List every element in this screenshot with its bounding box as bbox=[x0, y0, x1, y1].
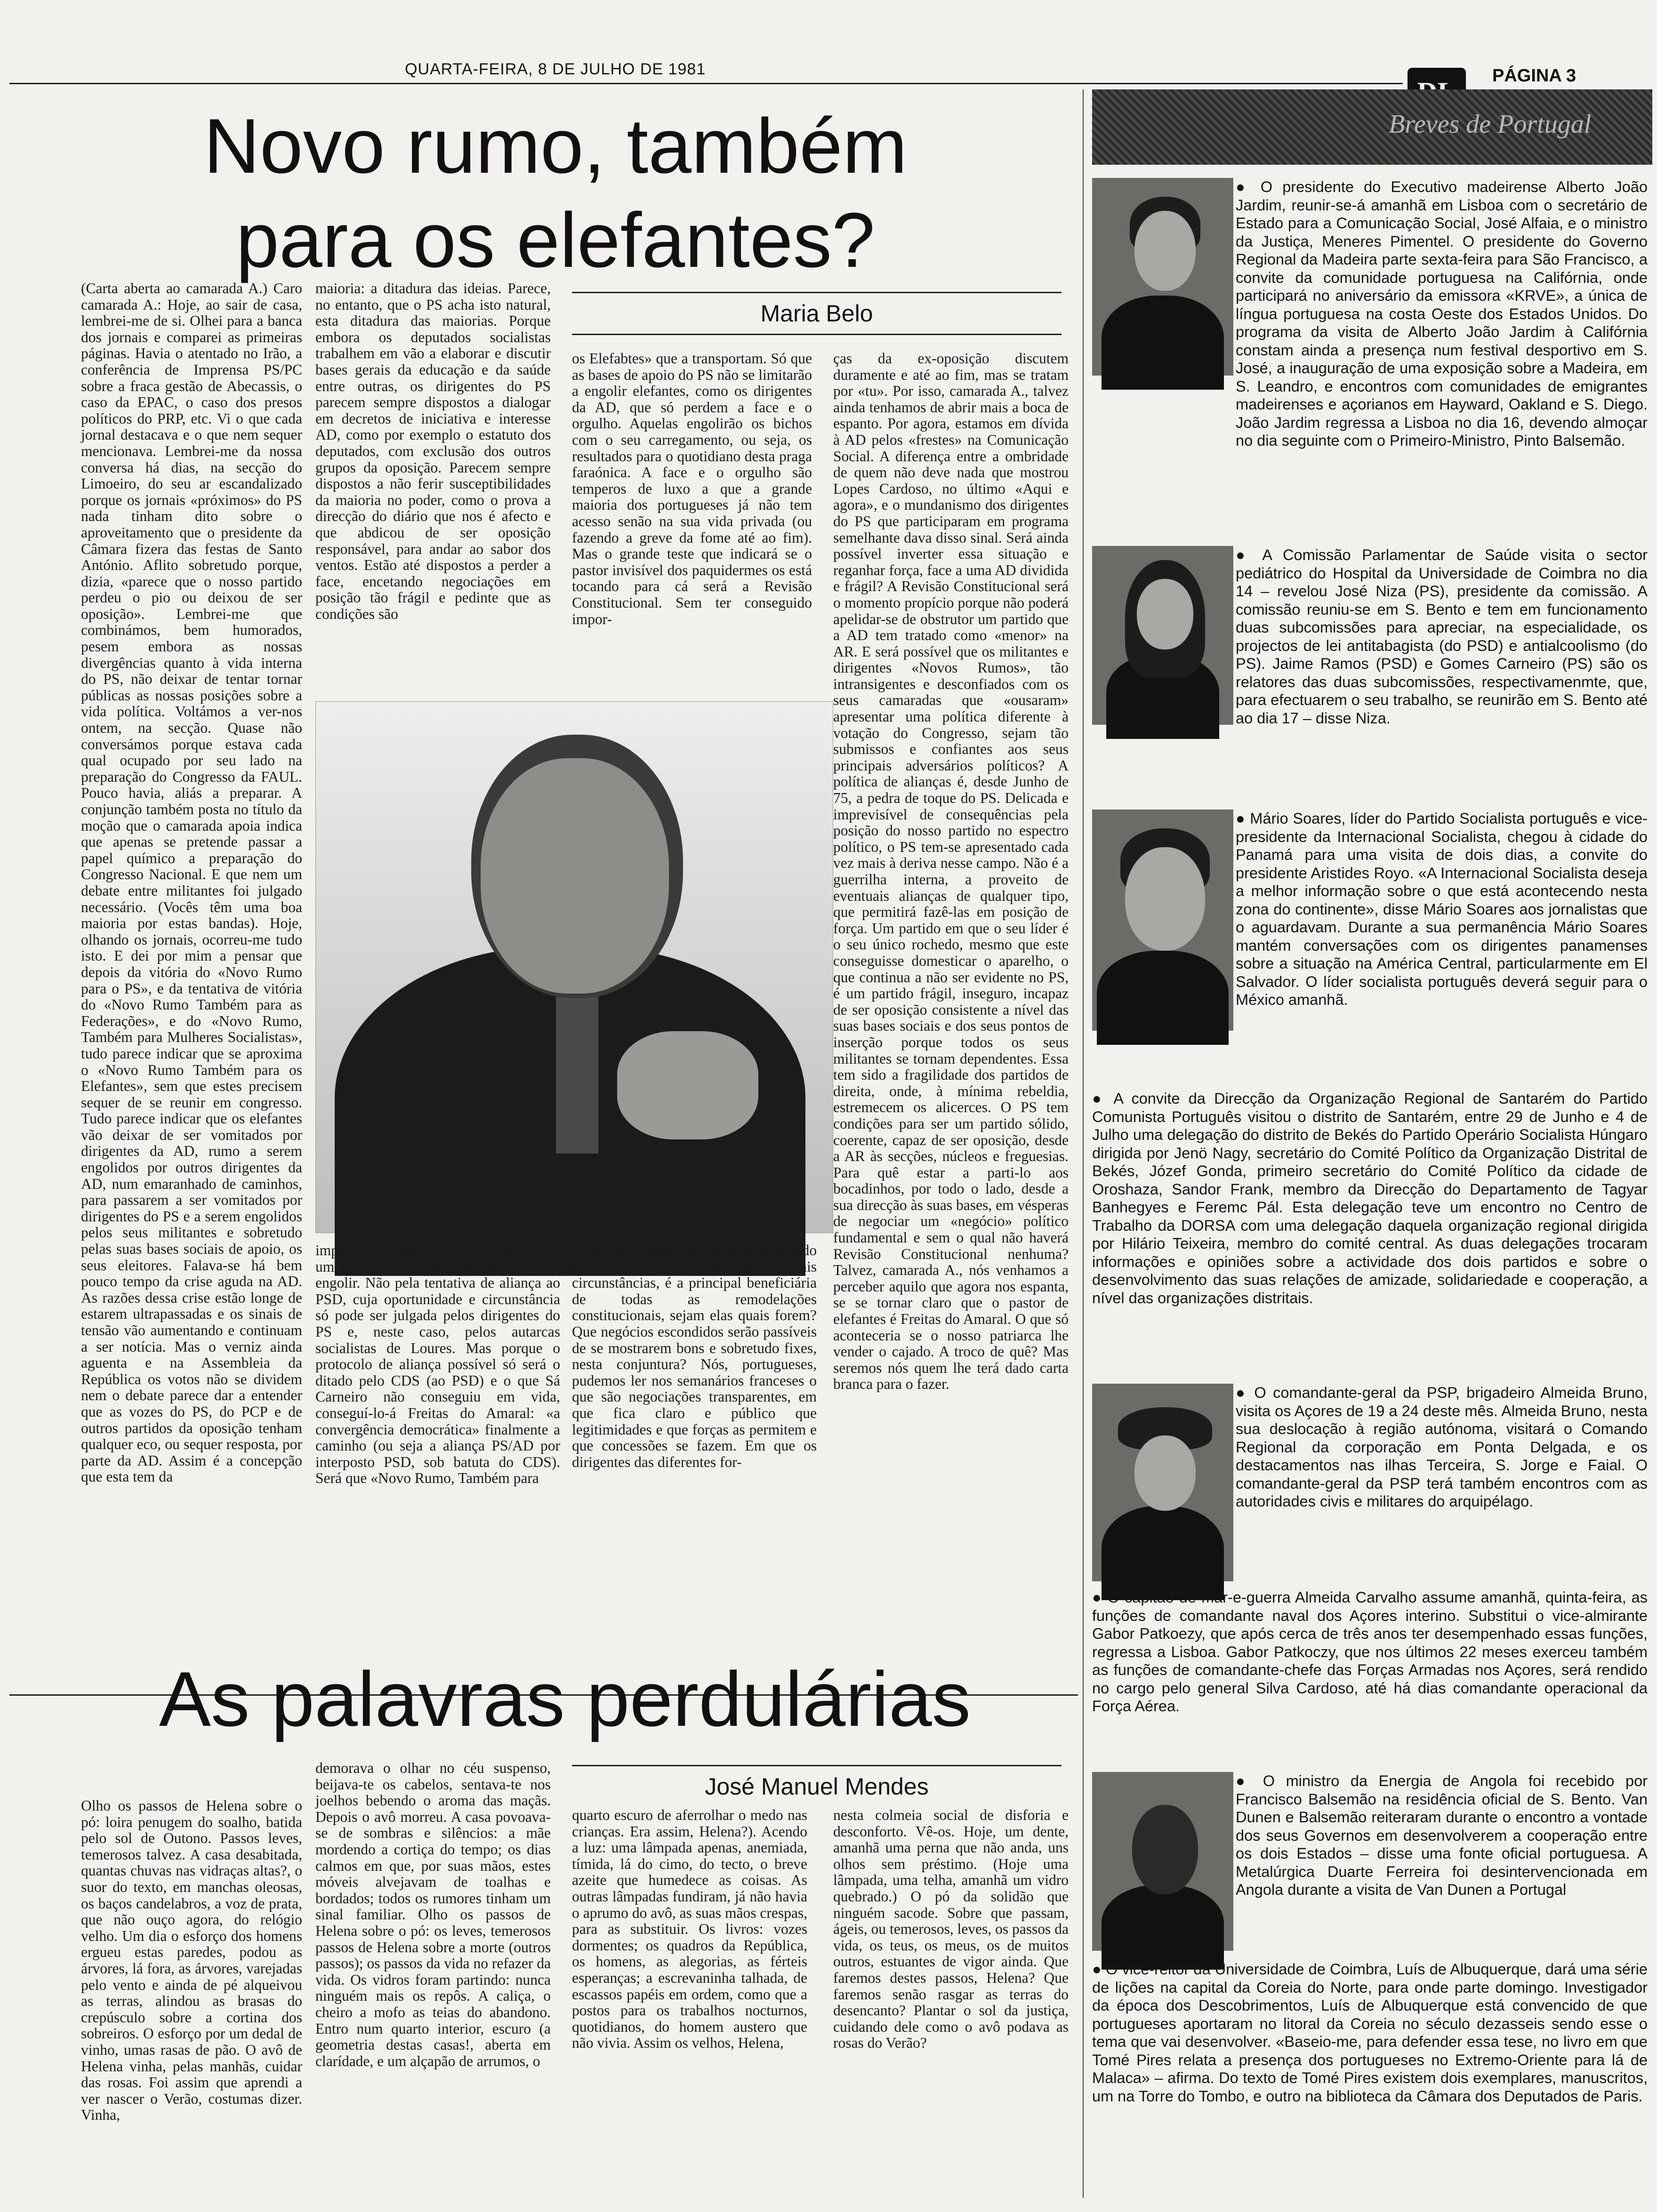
sidebar-item-2 bbox=[1236, 546, 1648, 800]
van-dunen-photo bbox=[1092, 1772, 1233, 1951]
article2-byline: José Manuel Mendes bbox=[572, 1765, 1062, 1800]
article1-column-4 bbox=[833, 351, 1069, 1687]
sidebar-item-4-text: A convite da Direcção da Organização Regional de Santarém do Partido Comunista Português visitou o distrito de Santarém, entre 29 de Junho e 4 de Julho uma delegação do distrito de Bekés do Partido Operário Socialista Húngaro dirigida por Jenö Nagy, secretário do Comité Político da Organização Distrital de Bekés, Józef Gonda, primeiro secretário do Comité Político da cidade de Oroshaza, Sandor Frank, membro da Direcção do Departamento de Tagyar Banhegyes e Feremc Pál. Esta delegação teve um encontro no Centro de Trabalho da DORSA com uma delegação daquela organização regional dirigida por Hilário Teixeira, membro do comité central. As duas delegações trocaram informações e opiniões sobre a actividade dos dois partidos e sobre o desenvolvimento das suas relações de amizade, solidariedade e cooperação, a nível das organizações distritais. bbox=[1092, 1090, 1648, 1306]
mario-soares-portrait bbox=[1092, 809, 1233, 1031]
sidebar-item-5 bbox=[1236, 1384, 1648, 1581]
bullet-icon: ● bbox=[1092, 1961, 1106, 1978]
jose-niza-photo bbox=[1092, 546, 1233, 725]
sidebar-item-6 bbox=[1092, 1588, 1648, 1767]
sidebar-item-1-text: O presidente do Executivo madeirense Alberto João Jardim, reunir-se-á amanhã em Lisboa com o secretário de Estado para a Comunicação Social, José Alfaia, e o ministro da Justiça, Meneres Pimentel. O presidente do Governo Regional da Madeira parte sexta-feira para São Francisco, a convite da comunidade portuguesa na Califórnia, onde participará no aniversário da emissora «KRVE», a única de língua portuguesa na costa Oeste dos Estados Unidos. Do programa da visita de Alberto João Jardim à Califórnia constam ainda a presença num festival desportivo em S. José, a inauguração de uma exposição sobre a Madeira, em S. Leandro, e encontros com comunidades de emigrantes madeirenses e açorianos em Hayward, Oakland e S. Diego. João Jardim regressa a Lisboa no dia 16, devendo almoçar no dia seguinte com o Primeiro-Ministro, Pinto Balsemão. bbox=[1236, 178, 1648, 449]
sidebar-item-1-cont bbox=[1092, 376, 1648, 543]
article2-col2-text: demorava o olhar no céu suspenso, beijava-te os cabelos, sentava-te nos joelhos bebendo o aroma das maçãs. Depois o avô morreu. A casa povoava-se de sombras e silêncios: a mãe mordendo a cortiça do tempo; os dias calmos em que, por suas mãos, estes móveis alvejavam de toalhas e bordados; todos os rumores tinham um sinal familiar. Olho os passos de Helena sobre o pó: os leves, temerosos passos de Helena sobre a morte (outros passos); os passos da vida no refazer da vida. Os vidros foram partindo: nunca ninguém mais os repôs. A caliça, o cheiro a mofo as teias do abandono. Entro num quarto interior, escuro (a geometria destas casas!, aberta em clarídade, e um alçapão de arrumos, o bbox=[315, 1760, 551, 2069]
article1-col2-top-text: maioria: a ditadura das ideias. Parece, no entanto, que o PS acha isto natural, esta ditadura das maiorias. Porque embora os deputados socialistas trabalhem em vão a elaborar e discutir bases gerais da educação e da saúde entre outras, os dirigentes do PS parecem sempre dispostos a dialogar em decretos de iniciativa e interesse AD, como por exemplo o estatuto dos deputados, com exclusão dos outros grupos da oposição. Parecem sempre dispostos a não ferir susceptibilidades da maioria no poder, como o prova a direcção do diário que nos é afecto e que abdicou de ser oposição responsável, para andar ao sabor dos ventos. Estão até dispostos a perder a face, encetando negociações em posição tão frágil e pedinte que as condições são bbox=[315, 280, 551, 622]
article1-col3-top-text: os Elefabtes» que a transportam. Só que as bases de apoio do PS não se limitarão a engolir elefantes, como os dirigentes da AD, que só perdem a face e o orgulho. Aquelas engolirão os bichos com o seu carregamento, ou seja, os resultados para o quotidiano desta praga faraónica. A face e o orgulho são temperos de luxo a que a grande maioria dos portugueses já não tem acesso senão na sua vida privada (ou fazendo a greve da fome até ao fim). Mas o grande teste que indicará se o pastor invisível dos paquidermes os está tocando para cá será a Revisão Constitucional. Sem ter conseguido impor- bbox=[572, 350, 812, 627]
bullet-icon: ● bbox=[1092, 1090, 1114, 1107]
article1-column-1 bbox=[81, 281, 302, 1688]
sidebar-item-8-text: O vice-reitor da Universidade de Coimbra, Luís de Albuquerque, dará uma série de lições na capital da Coreia do Norte, para onde parte domingo. Investigador da época dos Descobrimentos, Luís de Albuquerque está convencido de que portugueses aportaram no litoral da Coreia no século dezasseis sendo esse o tema que vai desenvolver. «Baseio-me, para defender essa tese, no livro em que Tomé Pires relata a presença dos portugueses no Extremo-Oriente para lá de Malaca» – afirma. Do texto de Tomé Pires existem dois exemplares, manuscritos, um na Torre do Tombo, e outro na biblioteca da Câmara dos Deputados de Paris. bbox=[1092, 1961, 1648, 2105]
bullet-icon: ● bbox=[1092, 1589, 1108, 1606]
article1-col1-text: (Carta aberta ao camarada A.) Caro camarada A.: Hoje, ao sair de casa, lembrei-me de si. Olhei para a banca dos jornais e comparei as primeiras páginas. Havia o atentado no Irão, a conferência de Imprensa PS/PC sobre a fraca gestão de Abecassis, o caso da EPAC, o caso dos presos políticos do PRP, etc. Vi o que cada jornal destacava e o que nem sequer mencionava. Lembrei-me da nossa conversa há dias, na secção do Limoeiro, do seu ar escandalizado porque os jornais «próximos» do PS nada tinham dito sobre o aproveitamento que o presidente da Câmara fizera das festas de Santo António. Aflito sobretudo porque, dizia, «parece que o nosso partido perdeu o pio ou deixou de ser oposição». Lembrei-me que combinámos, bem humorados, pesem embora as nossas divergências quanto à vida interna do PS, não deixar de tentar tornar públicas as nossas posições sobre a vida política. Voltámos a ver-nos ontem, na secção. Quase não conversámos porque estava cada qual ocupado por seu lado na preparação do Congresso da FAUL. Pouco havia, aliás a preparar. A conjunção também posta no título da moção que o camarada apoia indica que apenas se pretende passar a papel químico a preparação do Congresso Nacional. E que nem um debate entre militantes foi julgado necessário. (Vocês têm uma boa maioria por estas bandas). Hoje, olhando os jornais, ocorreu-me tudo isto. E dei por mim a pensar que depois da vitória do «Novo Rumo para o PS», e da tentativa de vitória do «Novo Rumo Também para as Federações», e do «Novo Rumo, Também para Mulheres Socialistas», tudo parece indicar que se aproxima o «Novo Rumo Também para os Elefantes», sem que estes precisem sequer de se reunir em congresso. Tudo parece indicar que os elefantes vão deixar de ser vomitados por dirigentes da AD, rumo a serem engolidos por outros dirigentes da AD, num emaranhado de caminhos, para passarem a ser vomitados por dirigentes do PS e a serem engolidos pelos seus militantes e sobretudo pelas suas bases sociais de apoio, os seus eleitores. Falava-se há bem pouco tempo da crise aguda na AD. As razões dessa crise estão longe de estarem ultrapassadas e os sinais de tensão vão aumentando e continuam a ser notícia. Mas o verniz ainda aguenta e na Assembleia da República os votos não se dividem nem o debate parece dar a entender que as vozes do PS, do PCP e de outros partidos da oposição tenham qualquer eco, ou sequer resposta, por parte da AD. Assim é a concepção que esta tem da bbox=[81, 280, 302, 1485]
sidebar-item-2-text: A Comissão Parlamentar de Saúde visita o sector pediátrico do Hospital da Universidade de Coimbra no dia 14 – revelou José Niza (PS), presidente da comissão. A comissão reuniu-se em S. Bento e tem em funcionamento duas subcomissões para apreciar, na especialidade, os projectos de lei antitabagista (do PSD) e antialcoolismo (do PS). Jaime Ramos (PSD) e Gomes Carneiro (PS) são os relatores das duas subcomissões, respectivamenmte, que, para efectuarem o seu trabalho, se reunirão em S. Bento até ao dia 17 – disse Niza. bbox=[1236, 546, 1648, 727]
article1-headline-line1: Novo rumo, também bbox=[203, 103, 908, 189]
article2-column-4 bbox=[833, 1807, 1069, 2198]
bullet-icon: ● bbox=[1236, 1772, 1263, 1789]
article1-column-2-bottom bbox=[315, 1242, 560, 1685]
article1-headline bbox=[202, 99, 909, 287]
sidebar-item-3 bbox=[1236, 809, 1648, 1082]
article1-col3-bottom-text: -se, até agora, à AD irão os dirigentes do PS negociar com ela, que, nas actuais circunstâncias, é a principal beneficiária de todas as remodelações constitucionais, sejam elas quais forem? Que negócios escondidos serão passíveis de se mostrarem bons e sobretudo fixes, nesta conjuntura? Nós, portugueses, pudemos ler nos semanários franceses o que são negociações transparentes, em que fica claro e público que legitimidades e que forças as permitem e que concessões se fazem. Em que os dirigentes das diferentes for- bbox=[572, 1242, 817, 1470]
sidebar-banner-title: Breves de Portugal bbox=[1389, 110, 1592, 139]
bullet-icon: ● bbox=[1236, 178, 1261, 195]
page-number: PÁGINA 3 bbox=[1492, 66, 1577, 86]
article1-col2-bottom-text: impostas pelo adversário. Louros será um dos primeiros elefantes que vamos engolir. Não pela tentativa de aliança ao PSD, cuja oportunidade e circunstância só pode ser julgada pelos dirigentes do PS e, neste caso, pelos autarcas socialistas de Loures. Mas porque o protocolo de aliança possível só será o ditado pelo CDS (ao PSD) e o que Sá Carneiro não conseguiu em vida, conseguí-lo-á Freitas do Amaral: «a convergência democrática» finalmente a caminho (ou seja a aliança PS/AD por interposto PSD, sob batuta do CDS). Será que «Novo Rumo, Também para bbox=[315, 1242, 560, 1487]
article2-column-1 bbox=[81, 1798, 302, 2198]
almeida-bruno-photo bbox=[1092, 1384, 1233, 1581]
sidebar-item-1 bbox=[1236, 178, 1648, 449]
sidebar-item-3-text: Mário Soares, líder do Partido Socialista português e vice-presidente da Internacional Socialista, chegou à cidade do Panamá para uma visita de dois dias, a convite do presidente Aristides Royo. «A Internacional Socialista deseja a melhor informação sobre o que está acontecendo nesta zona do continente», disse Mário Soares aos jornalistas que o aguardavam. Durante a sua permanência Mário Soares mantém conversações com os dirigentes panamenses sobre a situação na América Central, particularmente em El Salvador. O líder socialista português deverá seguir para o México amanhã. bbox=[1236, 810, 1648, 1008]
mario-soares-photo bbox=[315, 701, 833, 1233]
article2-col3-text: quarto escuro de aferrolhar o medo nas crianças. Era assim, Helena?). Acendo a luz: uma lâmpada apenas, anemiada, tímida, lá do cimo, do tecto, o breve azeite que humedece as coisas. As outras lâmpadas fundiram, já não havia o aprumo do avô, as suas mãos crespas, para as substituir. Os livros: vozes dormentes; os quadros da República, os homens, as alegorias, as férteis esperanças; a escrevaninha talhada, de escassos papéis em ordem, como que a postos para os trabalhos nocturnos, quotidianos, do homem austero que não vivia. Assim os velhos, Helena, bbox=[572, 1807, 807, 2052]
sidebar-item-8 bbox=[1092, 1960, 1648, 2198]
article2-col1-text: Olho os passos de Helena sobre o pó: loira penugem do soalho, batida pelo sol de Outono. Passos leves, temerosos talvez. A casa desabitada, quantas chuvas nas vidraças altas?, o suor do texto, em manchas oleosas, os baços candelabros, a voz de prata, que não ouço agora, do relógio velho. Um dia o esforço dos homens ergueu estas paredes, podou as árvores, lá fora, as árvores, varejadas pelo vento e ainda de pé alqueivou as terras, alindou as brasas do crepúsculo sobre a cortina dos sobreiros. O esforço por um dedal de vinho, umas rasas de pão. O avô de Helena vinha, pelas manhãs, cuidar das rosas. Foi assim que aprendi a ver nascer o Verão, costumas dizer. Vinha, bbox=[81, 1797, 302, 2124]
sidebar-item-6-text: O capitão de mar-e-guerra Almeida Carvalho assume amanhã, quinta-feira, as funções de comandante naval dos Açores interino. Substitui o vice-almirante Gabor Patkoezy, que após cerca de três anos ter desempenhado essas funções, regressa a Lisboa. Gabor Patkoczy, que nos últimos 22 meses exerceu também as funções de comandante-chefe das Forças Armadas nos Açores, será rendido no cargo pelo general Silva Cardoso, até há dias comandante operacional da Força Aérea. bbox=[1092, 1589, 1648, 1715]
article1-column-3-top bbox=[572, 351, 812, 694]
bullet-icon: ● bbox=[1236, 1384, 1255, 1401]
article2-column-3 bbox=[572, 1807, 807, 2198]
article1-col4-text: ças da ex-oposição discutem duramente e até ao fim, mas se tratam por «tu». Por isso, camarada A., talvez ainda tenhamos de abrir mais a boca de espanto. Por agora, estamos em dívida à AD pelos «frestes» na Comunicação Social. A diferença entre a ombridade de quem não deve nada que mostrou Lopes Cardoso, no último «Aqui e agora», e o mundanismo dos dirigentes do PS que participaram em programa semelhante dava disso sinal. Será ainda possível inverter essa situação e reganhar força, face a uma AD dividida e frágil? A Revisão Constitucional será o momento propício porque não poderá apelidar-se de obstrutor um partido que a AD tem tratado como «menor» na AR. E será possível que os militantes e dirigentes «Novos Rumos», tão intransigentes e desconfiados com os seus camaradas que «ousaram» apresentar uma política diferente à votação do Congresso, sejam tão submissos e confiantes aos seus principais adversários políticos? A política de alianças é, desde Junho de 75, a pedra de toque do PS. Delicada e imprevisível de consequências pela posição do nosso partido no espectro político, o PS tem-se apresentado cada vez mais à deriva nesse campo. Não é a guerrilha interna, a proveito de eventuais alianças de qualquer tipo, que permitirá fazê-las em posição de força. Um partido em que o seu líder é o seu único rochedo, mesmo que este conseguisse domesticar o aparelho, o que continua a não ser evidente no PS, é um partido frágil, inseguro, incapaz de ser oposição consistente a nível das suas bases sociais e dos seus pontos de inserção porque todos os seus militantes se tornam dependentes. Essa tem sido a fragilidade dos partidos de direita, onde, à mínima rebeldia, estremecem os alicerces. O PS tem condições para ser um partido sólido, coerente, capaz de ser oposição, desde a AR às secções, núcleos e freguesias. Para quê estar a parti-lo aos bocadinhos, por todo o lado, desde a sua direcção às suas bases, em vésperas de negociar um «negócio» político fundamental e sem o qual não haverá Revisão Constitucional nenhuma? Talvez, camarada A., nós venhamos a perceber aquilo que agora nos espanta, se se tornar claro que o pastor de elefantes é Freitas do Amaral. O que só aconteceria se o nosso patriarca lhe vender o cajado. A troco de quê? Mas seremos nós quem lhe terá dado carta branca para o fazer. bbox=[833, 350, 1069, 1393]
article1-column-2-top bbox=[315, 281, 551, 695]
sidebar-item-7 bbox=[1236, 1772, 1648, 1956]
article2-headline: As palavras perdulárias bbox=[159, 1656, 971, 1742]
bullet-icon: ● bbox=[1236, 810, 1250, 827]
article1-headline-line2: para os elefantes? bbox=[236, 197, 875, 283]
sidebar-divider bbox=[1083, 89, 1084, 2198]
article1-column-3-bottom bbox=[572, 1242, 817, 1685]
sidebar-item-5-text: O comandante-geral da PSP, brigadeiro Almeida Bruno, visita os Açores de 19 a 24 deste mês. Almeida Bruno, nesta sua deslocação à região autónoma, visitará o Comando Regional da corporação em Ponta Delgada, e os destacamentos nas ilhas Terceira, S. Jorge e Faial. O comandante-geral da PSP terá também encontros com as autoridades civis e militares do arquipélago. bbox=[1236, 1384, 1648, 1510]
sidebar-banner bbox=[1092, 89, 1652, 165]
page-date: QUARTA-FEIRA, 8 DE JULHO DE 1981 bbox=[405, 60, 706, 78]
header-rule bbox=[9, 83, 1403, 84]
sidebar-item-4 bbox=[1092, 1090, 1648, 1372]
bullet-icon: ● bbox=[1236, 546, 1263, 563]
article2-col4-text: nesta colmeia social de disforia e desconforto. Vê-os. Hoje, um dente, amanhã uma perna que não anda, uns olhos sem préstimo. (Hoje uma lâmpada, uma telha, amanhã um vidro quebrado.) O pó da solidão que ninguém sacode. Sobre que passam, ágeis, ou temerosos, leves, os passos da vida, os teus, os meus, os de muitos outros, estuantes de vigor ainda. Que faremos destes passos, Helena? Que faremos senão rasgar as terras do desencanto? Plantar o sol da justiça, cuidando dele como o avô podava as rosas do Verão? bbox=[833, 1807, 1069, 2052]
article1-byline: Maria Belo bbox=[572, 292, 1062, 335]
article2-column-2 bbox=[315, 1760, 551, 2198]
alberto-joao-jardim-photo bbox=[1092, 178, 1233, 376]
sidebar-item-7-text: O ministro da Energia de Angola foi recebido por Francisco Balsemão na residência oficial de S. Bento. Van Dunen e Balsemão reiteraram durante o encontro a vontade dos seus Governos em desenvolverem a cooperação entre os dois Estados – disse uma fonte oficial portuguesa. A Metalúrgica Duarte Ferreira foi desintervencionada em Angola durante a visita de Van Dunen a Portugal bbox=[1236, 1772, 1648, 1898]
